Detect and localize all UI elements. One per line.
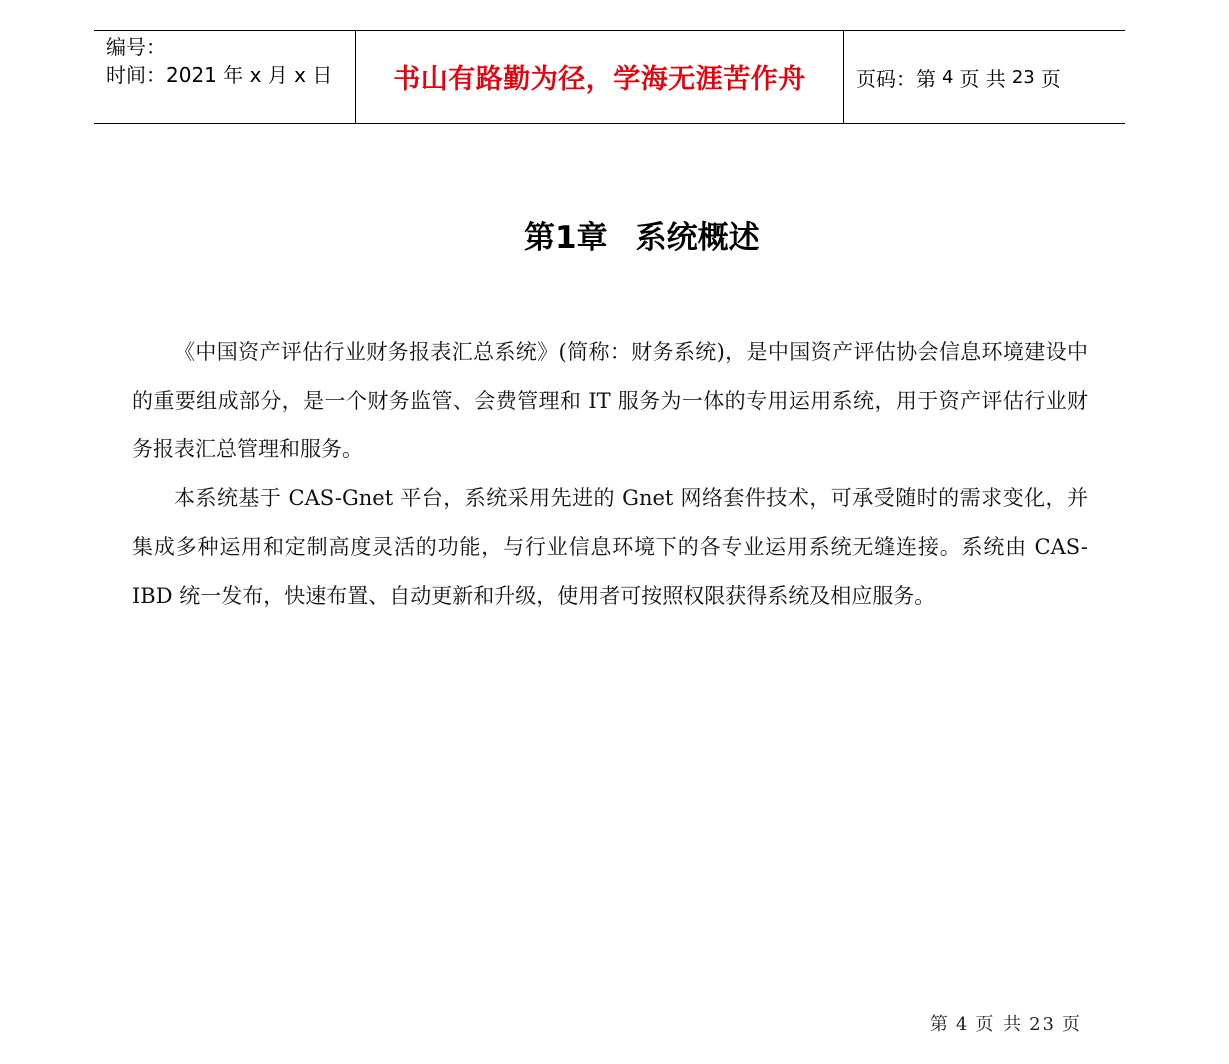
footer-current: 4 (955, 1014, 970, 1035)
body-text (132, 328, 1088, 620)
page-mid: 页 共 (959, 66, 1006, 91)
page-footer (930, 1010, 1088, 1036)
page-current: 4 (942, 66, 954, 88)
footer-mid: 页 共 (975, 1014, 1024, 1035)
time-line: 时间：2021 年 x 月 x 日 (106, 63, 333, 87)
footer-prefix: 第 (929, 1014, 950, 1035)
header-meta-cell (94, 31, 356, 123)
motto-text: 书山有路勤为径，学海无涯苦作舟 (393, 63, 806, 95)
paragraph: 《中国资产评估行业财务报表汇总系统》(简称：财务系统)，是中国资产评估协会信息环境建设中的重要组成部分，是一个财务监管、会费管理和 IT 服务为一体的专用运用系统，用于资产评估行业财务报表汇总管理和服务。 (132, 340, 1088, 462)
page-suffix: 页 (1040, 66, 1061, 91)
header-motto-cell (356, 31, 844, 123)
page-prefix: 页码：第 (856, 66, 936, 91)
page-header (94, 30, 1125, 124)
page-total: 23 (1011, 66, 1035, 88)
paragraph: 本系统基于 CAS-Gnet 平台，系统采用先进的 Gnet 网络套件技术，可承受随时的需求变化，并集成多种运用和定制高度灵活的功能，与行业信息环境下的各专业运用系统无缝连接。系统由 CAS-IBD 统一发布，快速布置、自动更新和升级，使用者可按照权限获得系统及相应服务。 (132, 486, 1088, 608)
chapter-number: 第1章 (524, 220, 608, 256)
footer-total: 23 (1029, 1014, 1056, 1035)
serial-label: 编号： (106, 35, 166, 59)
footer-suffix: 页 (1062, 1014, 1082, 1035)
header-page-cell (844, 31, 1125, 123)
chapter-title (524, 212, 760, 257)
chapter-name: 系统概述 (635, 220, 760, 256)
